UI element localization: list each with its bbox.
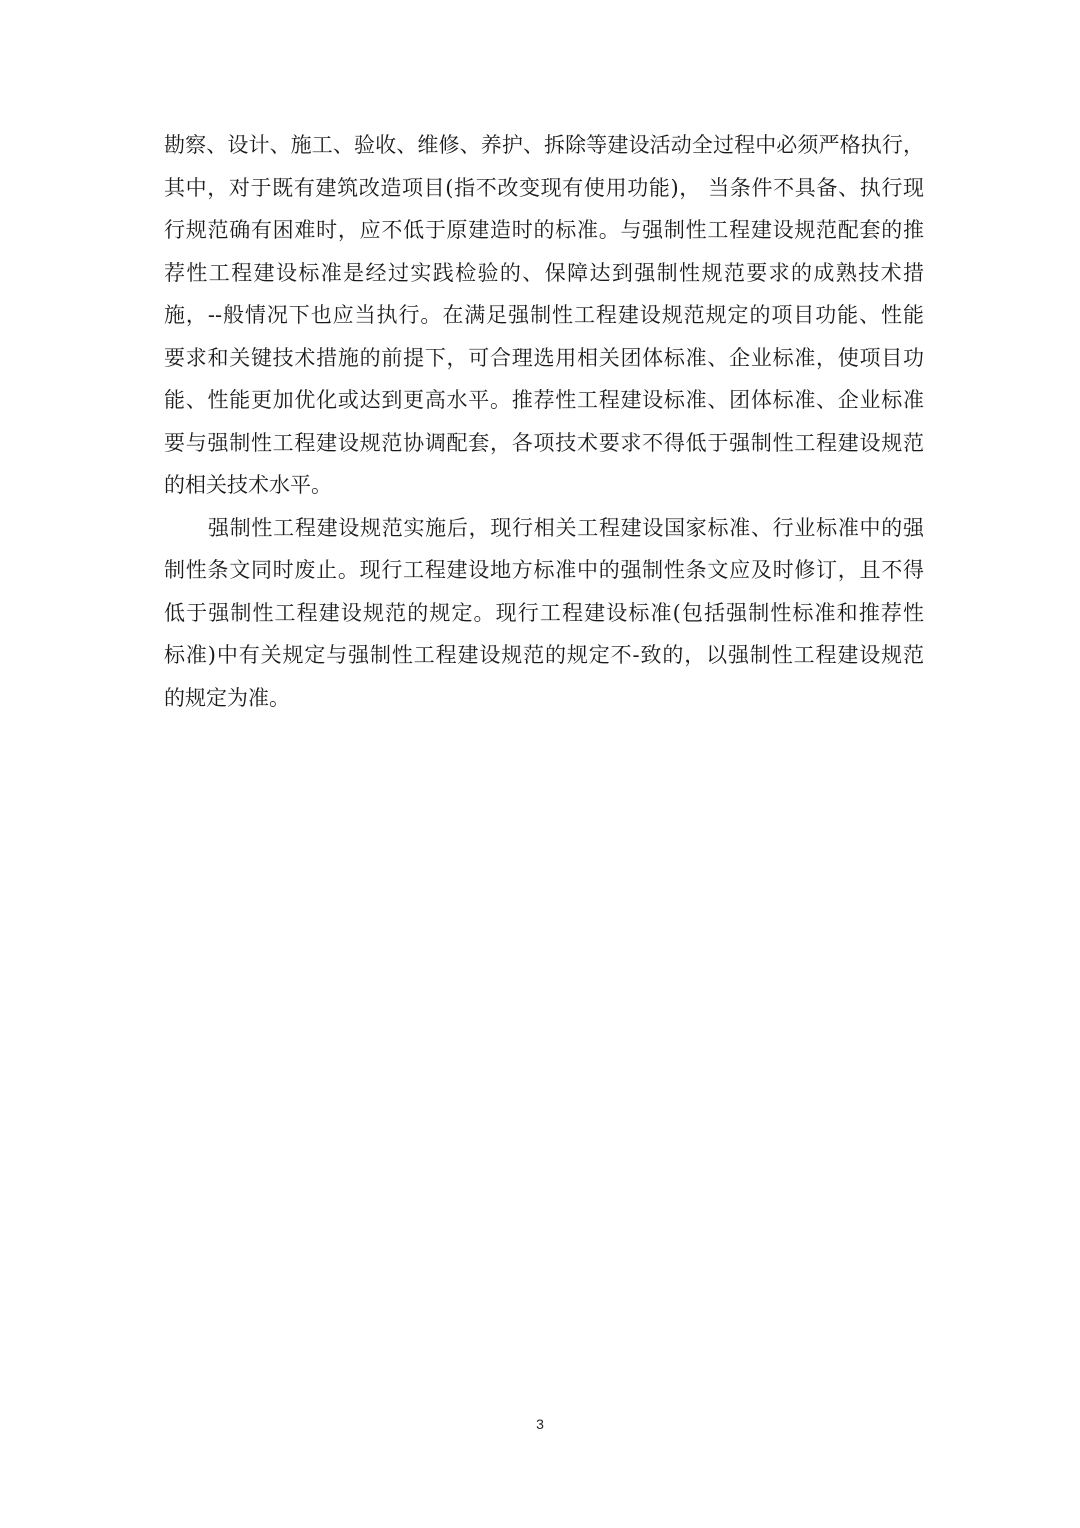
paragraph-2-line-4: 标准)中有关规定与强制性工程建设规范的规定不-致的，以强制性工程建设规范 (164, 643, 924, 667)
paragraph-1-line-5: 施，--般情况下也应当执行。在满足强制性工程建设规范规定的项目功能、性能 (164, 303, 924, 327)
paragraph-2-line-1: 强制性工程建设规范实施后，现行相关工程建设国家标准、行业标准中的强 (208, 515, 924, 540)
paragraph-1-line-7: 能、性能更加优化或达到更高水平。推荐性工程建设标准、团体标准、企业标准 (164, 388, 924, 412)
paragraph-1-line-9: 的相关技术水平。 (164, 473, 332, 497)
paragraph-2-line-2: 制性条文同时废止。现行工程建设地方标准中的强制性条文应及时修订，且不得 (164, 558, 924, 582)
paragraph-2-line-5: 的规定为准。 (164, 685, 290, 710)
paragraph-1-line-6: 要求和关键技术措施的前提下，可合理选用相关团体标准、企业标准，使项目功 (164, 345, 924, 370)
paragraph-1-line-1: 勘察、设计、施工、验收、维修、养护、拆除等建设活动全过程中必须严格执行， (164, 133, 924, 157)
paragraph-1-line-8: 要与强制性工程建设规范协调配套，各项技术要求不得低于强制性工程建设规范 (164, 430, 924, 455)
paragraph-2-line-3: 低于强制性工程建设规范的规定。现行工程建设标准(包括强制性标准和推荐性 (164, 600, 924, 625)
paragraph-1-line-2: 其中，对于既有建筑改造项目(指不改变现有使用功能)， 当条件不具备、执行现 (164, 175, 924, 200)
paragraph-1-line-4: 荐性工程建设标准是经过实践检验的、保障达到强制性规范要求的成熟技术措 (164, 260, 924, 285)
page-number: 3 (536, 1416, 544, 1432)
body-text (164, 124, 924, 719)
paragraph-1-line-3: 行规范确有困难时，应不低于原建造时的标准。与强制性工程建设规范配套的推 (164, 218, 924, 242)
